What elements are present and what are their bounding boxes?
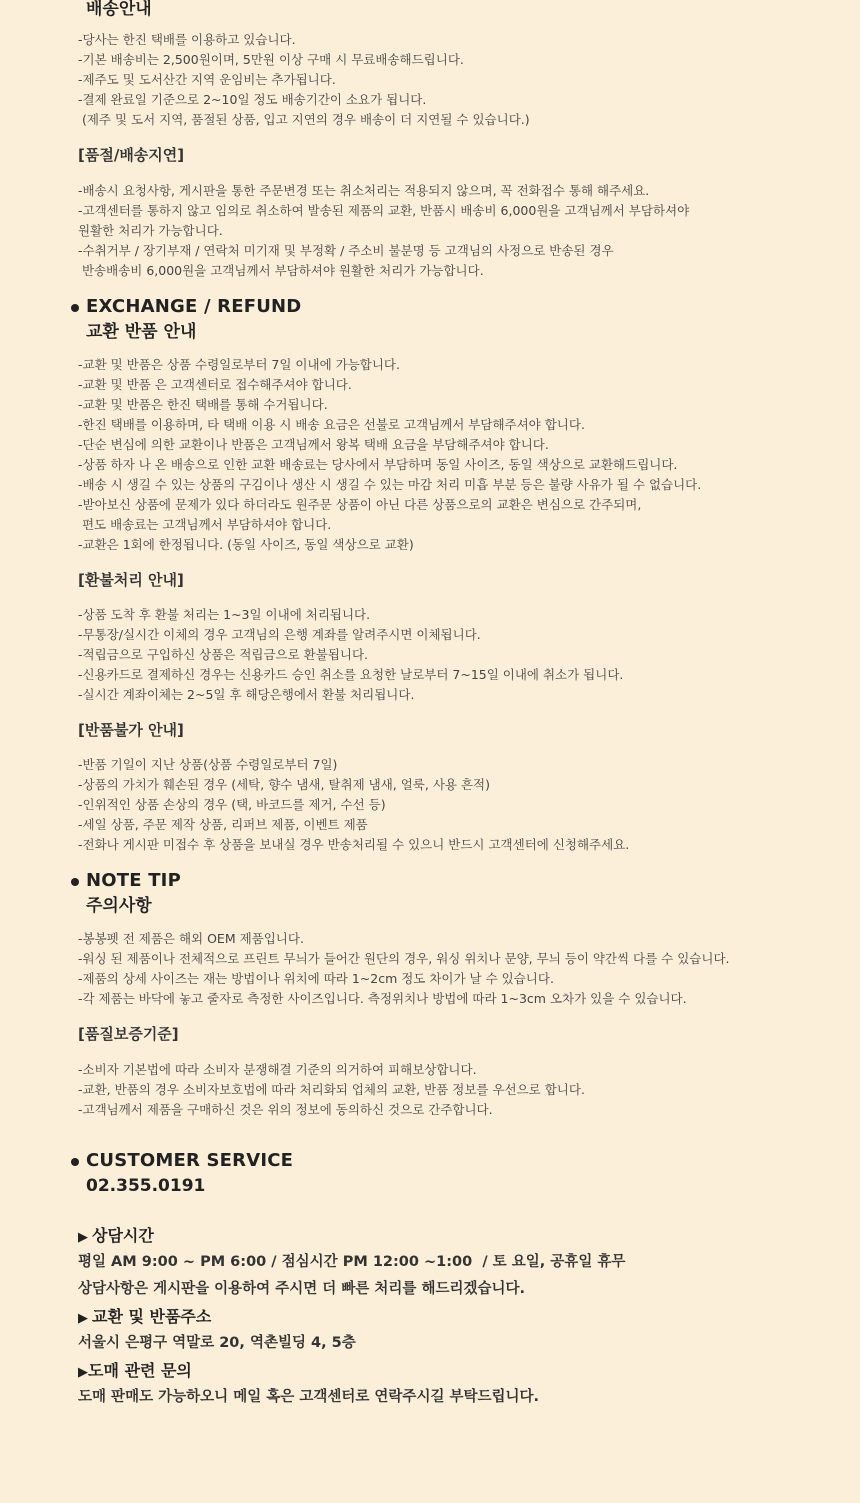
bullet-icon: [71, 878, 79, 886]
list-item: -전화나 게시판 미접수 후 상품을 보내실 경우 반송처리될 수 있으니 반드시 고객센터에 신청해주세요.: [78, 837, 630, 852]
list-item: -고객님께서 제품을 구매하신 것은 위의 정보에 동의하신 것으로 간주합니다.: [78, 1102, 493, 1117]
exchange-title-en: EXCHANGE / REFUND: [86, 296, 302, 317]
list-item: -제품의 상세 사이즈는 재는 방법이나 위치에 따라 1~2cm 정도 차이가 날 수 있습니다.: [78, 971, 554, 986]
shipping-lines: [78, 30, 530, 130]
arrow-right-icon: ▶: [78, 1230, 88, 1245]
wholesale-title: 도매 관련 문의: [88, 1361, 192, 1380]
list-item: 반송배송비 6,000원을 고객님께서 부담하셔야 원활한 처리가 가능합니다.: [78, 263, 484, 278]
delay-title: [품절/배송지연]: [78, 146, 185, 164]
wholesale-heading: [78, 1357, 625, 1384]
list-item: -기본 배송비는 2,500원이며, 5만원 이상 구매 시 무료배송해드립니다.: [78, 52, 464, 67]
list-item: -소비자 기본법에 따라 소비자 분쟁해결 기준의 의거하여 피해보상합니다.: [78, 1062, 477, 1077]
list-item: -교환, 반품의 경우 소비자보호법에 따라 처리화되 업체의 교환, 반품 정보를 우선으로 합니다.: [78, 1082, 585, 1097]
cs-details: [78, 1222, 625, 1411]
list-item: -적립금으로 구입하신 상품은 적립금으로 환불됩니다.: [78, 647, 369, 662]
list-item: -단순 변심에 의한 교환이나 반품은 고객님께서 왕복 택배 요금을 부담해주셔야 합니다.: [78, 437, 549, 452]
list-item: -한진 택배를 이용하며, 타 택배 이용 시 배송 요금은 선불로 고객님께서 부담해주셔야 합니다.: [78, 417, 585, 432]
cs-title-en: CUSTOMER SERVICE: [86, 1150, 294, 1171]
list-item: -무통장/실시간 이체의 경우 고객님의 은행 계좌를 알려주시면 이체됩니다.: [78, 627, 481, 642]
hours-title: 상담시간: [92, 1226, 154, 1245]
list-item: -결제 완료일 기준으로 2~10일 정도 배송기간이 소요가 됩니다.: [78, 92, 427, 107]
list-item: -제주도 및 도서산간 지역 운임비는 추가됩니다.: [78, 72, 336, 87]
list-item: -각 제품는 바닥에 놓고 줄자로 측정한 사이즈입니다. 측정위치나 방법에 따라 1~3cm 오차가 있을 수 있습니다.: [78, 991, 687, 1006]
list-item: -수취거부 / 장기부재 / 연락처 미기재 및 부정확 / 주소비 불분명 등 고객님의 사정으로 반송된 경우: [78, 243, 614, 258]
list-item: -교환 및 반품 은 고객센터로 접수해주셔야 합니다.: [78, 377, 352, 392]
arrow-right-icon: ▶: [78, 1311, 88, 1326]
list-item: -인위적인 상품 손상의 경우 (택, 바코드를 제거, 수선 등): [78, 797, 386, 812]
list-item: -신용카드로 결제하신 경우는 신용카드 승인 취소를 요청한 날로부터 7~15일 이내에 취소가 됩니다.: [78, 667, 624, 682]
list-item: -상품의 가치가 훼손된 경우 (세탁, 향수 냄새, 탈취제 냄새, 얼룩, 사용 흔적): [78, 777, 490, 792]
list-item: -상품 하자 나 온 배송으로 인한 교환 배송료는 당사에서 부담하며 동일 사이즈, 동일 색상으로 교환해드립니다.: [78, 457, 678, 472]
list-item: -배송시 요청사항, 게시판을 통한 주문변경 또는 취소처리는 적용되지 않으며, 꼭 전화접수 통해 해주세요.: [78, 183, 650, 198]
noreturn-title: [반품불가 안내]: [78, 721, 184, 739]
refund-title: [환불처리 안내]: [78, 571, 184, 589]
cs-phone: 02.355.0191: [86, 1176, 206, 1196]
address-heading: [78, 1303, 625, 1330]
list-item: -교환은 1회에 한정됩니다. (동일 사이즈, 동일 색상으로 교환): [78, 537, 414, 552]
list-item: (제주 및 도서 지역, 품절된 상품, 입고 지연의 경우 배송이 더 지연될 수 있습니다.): [78, 112, 530, 127]
noreturn-lines: [78, 755, 629, 855]
quality-title: [품질보증기준]: [78, 1025, 179, 1043]
list-item: -배송 시 생길 수 있는 상품의 구김이나 생산 시 생길 수 있는 마감 처리 미흡 부분 등은 불량 사유가 될 수 없습니다.: [78, 477, 702, 492]
arrow-right-icon: ▶: [78, 1365, 88, 1380]
shipping-title: 배송안내: [86, 0, 152, 19]
board-text: 상담사항은 게시판을 이용하여 주시면 더 빠른 처리를 해드리겠습니다.: [78, 1281, 526, 1297]
list-item: -워싱 된 제품이나 전체적으로 프린트 무늬가 들어간 원단의 경우, 워싱 위치나 문양, 무늬 등이 약간씩 다를 수 있습니다.: [78, 951, 730, 966]
delay-lines: [78, 181, 689, 281]
list-item: -실시간 계좌이체는 2~5일 후 해당은행에서 환불 처리됩니다.: [78, 687, 415, 702]
list-item: -상품 도착 후 환불 처리는 1~3일 이내에 처리됩니다.: [78, 607, 371, 622]
list-item: -세일 상품, 주문 제작 상품, 리퍼브 제품, 이벤트 제품: [78, 817, 368, 832]
list-item: 편도 배송료는 고객님께서 부담하셔야 합니다.: [78, 517, 332, 532]
wholesale-text: 도매 판매도 가능하오니 메일 혹은 고객센터로 연락주시길 부탁드립니다.: [78, 1389, 540, 1405]
bullet-icon: [71, 304, 79, 312]
list-item: -봉봉펫 전 제품은 해외 OEM 제품입니다.: [78, 931, 304, 946]
hours-text: 평일 AM 9:00 ~ PM 6:00 / 점심시간 PM 12:00 ~1:00 / 토 요일, 공휴일 휴무: [78, 1254, 626, 1270]
exchange-title-ko: 교환 반품 안내: [86, 322, 197, 342]
quality-lines: [78, 1060, 585, 1120]
note-title-en: NOTE TIP: [86, 870, 181, 891]
address-text: 서울시 은평구 역말로 20, 역촌빌딩 4, 5층: [78, 1335, 356, 1351]
exchange-lines: [78, 355, 701, 555]
list-item: -교환 및 반품은 한진 택배를 통해 수거됩니다.: [78, 397, 328, 412]
list-item: 원활한 처리가 가능합니다.: [78, 223, 223, 238]
bullet-icon: [71, 1158, 79, 1166]
refund-lines: [78, 605, 623, 705]
list-item: -반품 기일이 지난 상품(상품 수령일로부터 7일): [78, 757, 338, 772]
hours-heading: [78, 1222, 625, 1249]
list-item: -당사는 한진 택배를 이용하고 있습니다.: [78, 32, 296, 47]
address-title: 교환 및 반품주소: [92, 1307, 212, 1326]
list-item: -고객센터를 통하지 않고 임의로 취소하여 발송된 제품의 교환, 반품시 배송비 6,000원을 고객님께서 부담하셔야: [78, 203, 690, 218]
list-item: -받아보신 상품에 문제가 있다 하더라도 원주문 상품이 아닌 다른 상품으로의 교환은 변심으로 간주되며,: [78, 497, 642, 512]
note-title-ko: 주의사항: [86, 896, 152, 916]
note-lines: [78, 929, 730, 1009]
list-item: -교환 및 반품은 상품 수령일로부터 7일 이내에 가능합니다.: [78, 357, 400, 372]
